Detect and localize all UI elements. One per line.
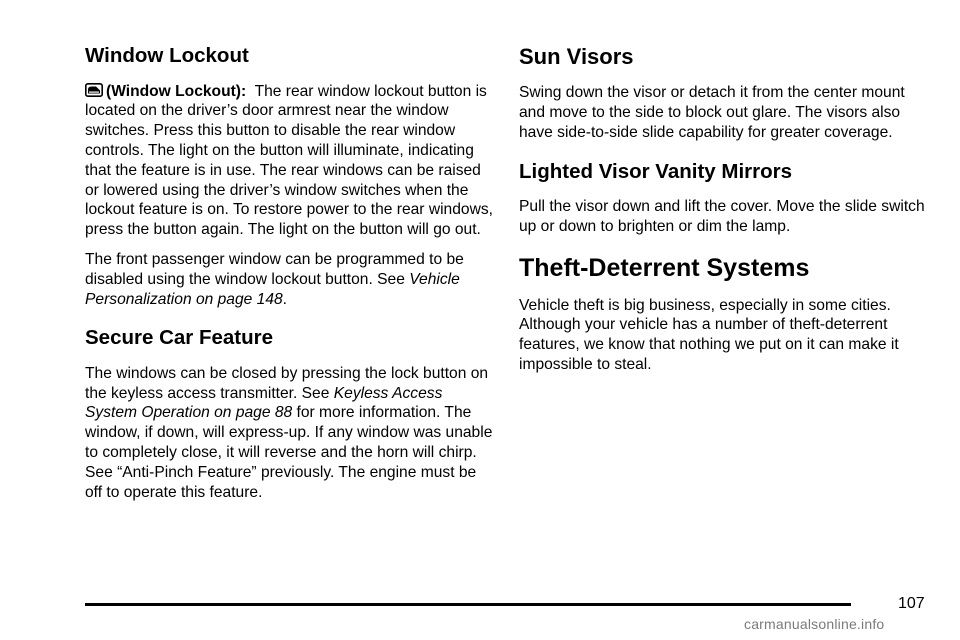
footer-rule (85, 603, 851, 606)
vanity-mirrors-paragraph: Pull the visor down and lift the cover. Move the slide switch up or down to brighten or dim the lamp. (519, 198, 925, 236)
right-column (519, 44, 929, 385)
window-lockout-p2-end: . (282, 290, 288, 308)
secure-car-heading: Secure Car Feature (85, 326, 274, 350)
secure-car-text-a: The windows can be closed by pressing the lock button on the keyless access transmitter. See (85, 364, 489, 402)
window-lockout-paragraph-2 (85, 250, 495, 309)
page-number: 107 (898, 595, 925, 612)
keyless-access-link[interactable]: Keyless Access System Operation on page 88 (85, 384, 443, 422)
secure-car-text-b: for more information. The window, if down, will express-up. If any window was unable to completely close, it will reverse and the horn will chirp. See “Anti-Pinch Feature” previously. The engine must be off to operate this feature. (85, 404, 493, 501)
vanity-mirrors-heading: Lighted Visor Vanity Mirrors (519, 159, 793, 183)
watermark: carmanualsonline.info (744, 616, 885, 632)
window-lockout-icon (85, 83, 103, 97)
sun-visors-paragraph: Swing down the visor or detach it from the center mount and move to the side to block out glare. The visors also have side-to-side slide capability for greater coverage. (519, 84, 905, 141)
theft-deterrent-paragraph: Vehicle theft is big business, especially in some cities. Although your vehicle has a number of theft-deterrent features, we know that nothing we put on it can make it impossible to steal. (519, 296, 899, 373)
window-lockout-label: (Window Lockout): (106, 82, 247, 100)
sun-visors-heading: Sun Visors (519, 44, 634, 69)
window-lockout-p2-text: The front passenger window can be programmed to be disabled using the window lockout button. See (85, 250, 464, 288)
secure-car-paragraph (85, 364, 495, 503)
vehicle-personalization-link[interactable]: Vehicle Personalization on page 148 (85, 270, 460, 308)
theft-deterrent-heading: Theft-Deterrent Systems (519, 253, 810, 282)
window-lockout-heading: Window Lockout (85, 44, 249, 67)
window-lockout-paragraph-1 (85, 82, 495, 240)
window-lockout-text: The rear window lockout button is located on the driver’s door armrest near the window switches. Press this button to disable the rear window controls. The light on the button will illuminate, indicating that the feature is in use. The rear windows can be raised or lowered using the driver’s window switches when the lockout feature is on. To restore power to the rear windows, press the button again. The light on the button will go out. (85, 82, 493, 239)
left-column (85, 44, 495, 512)
